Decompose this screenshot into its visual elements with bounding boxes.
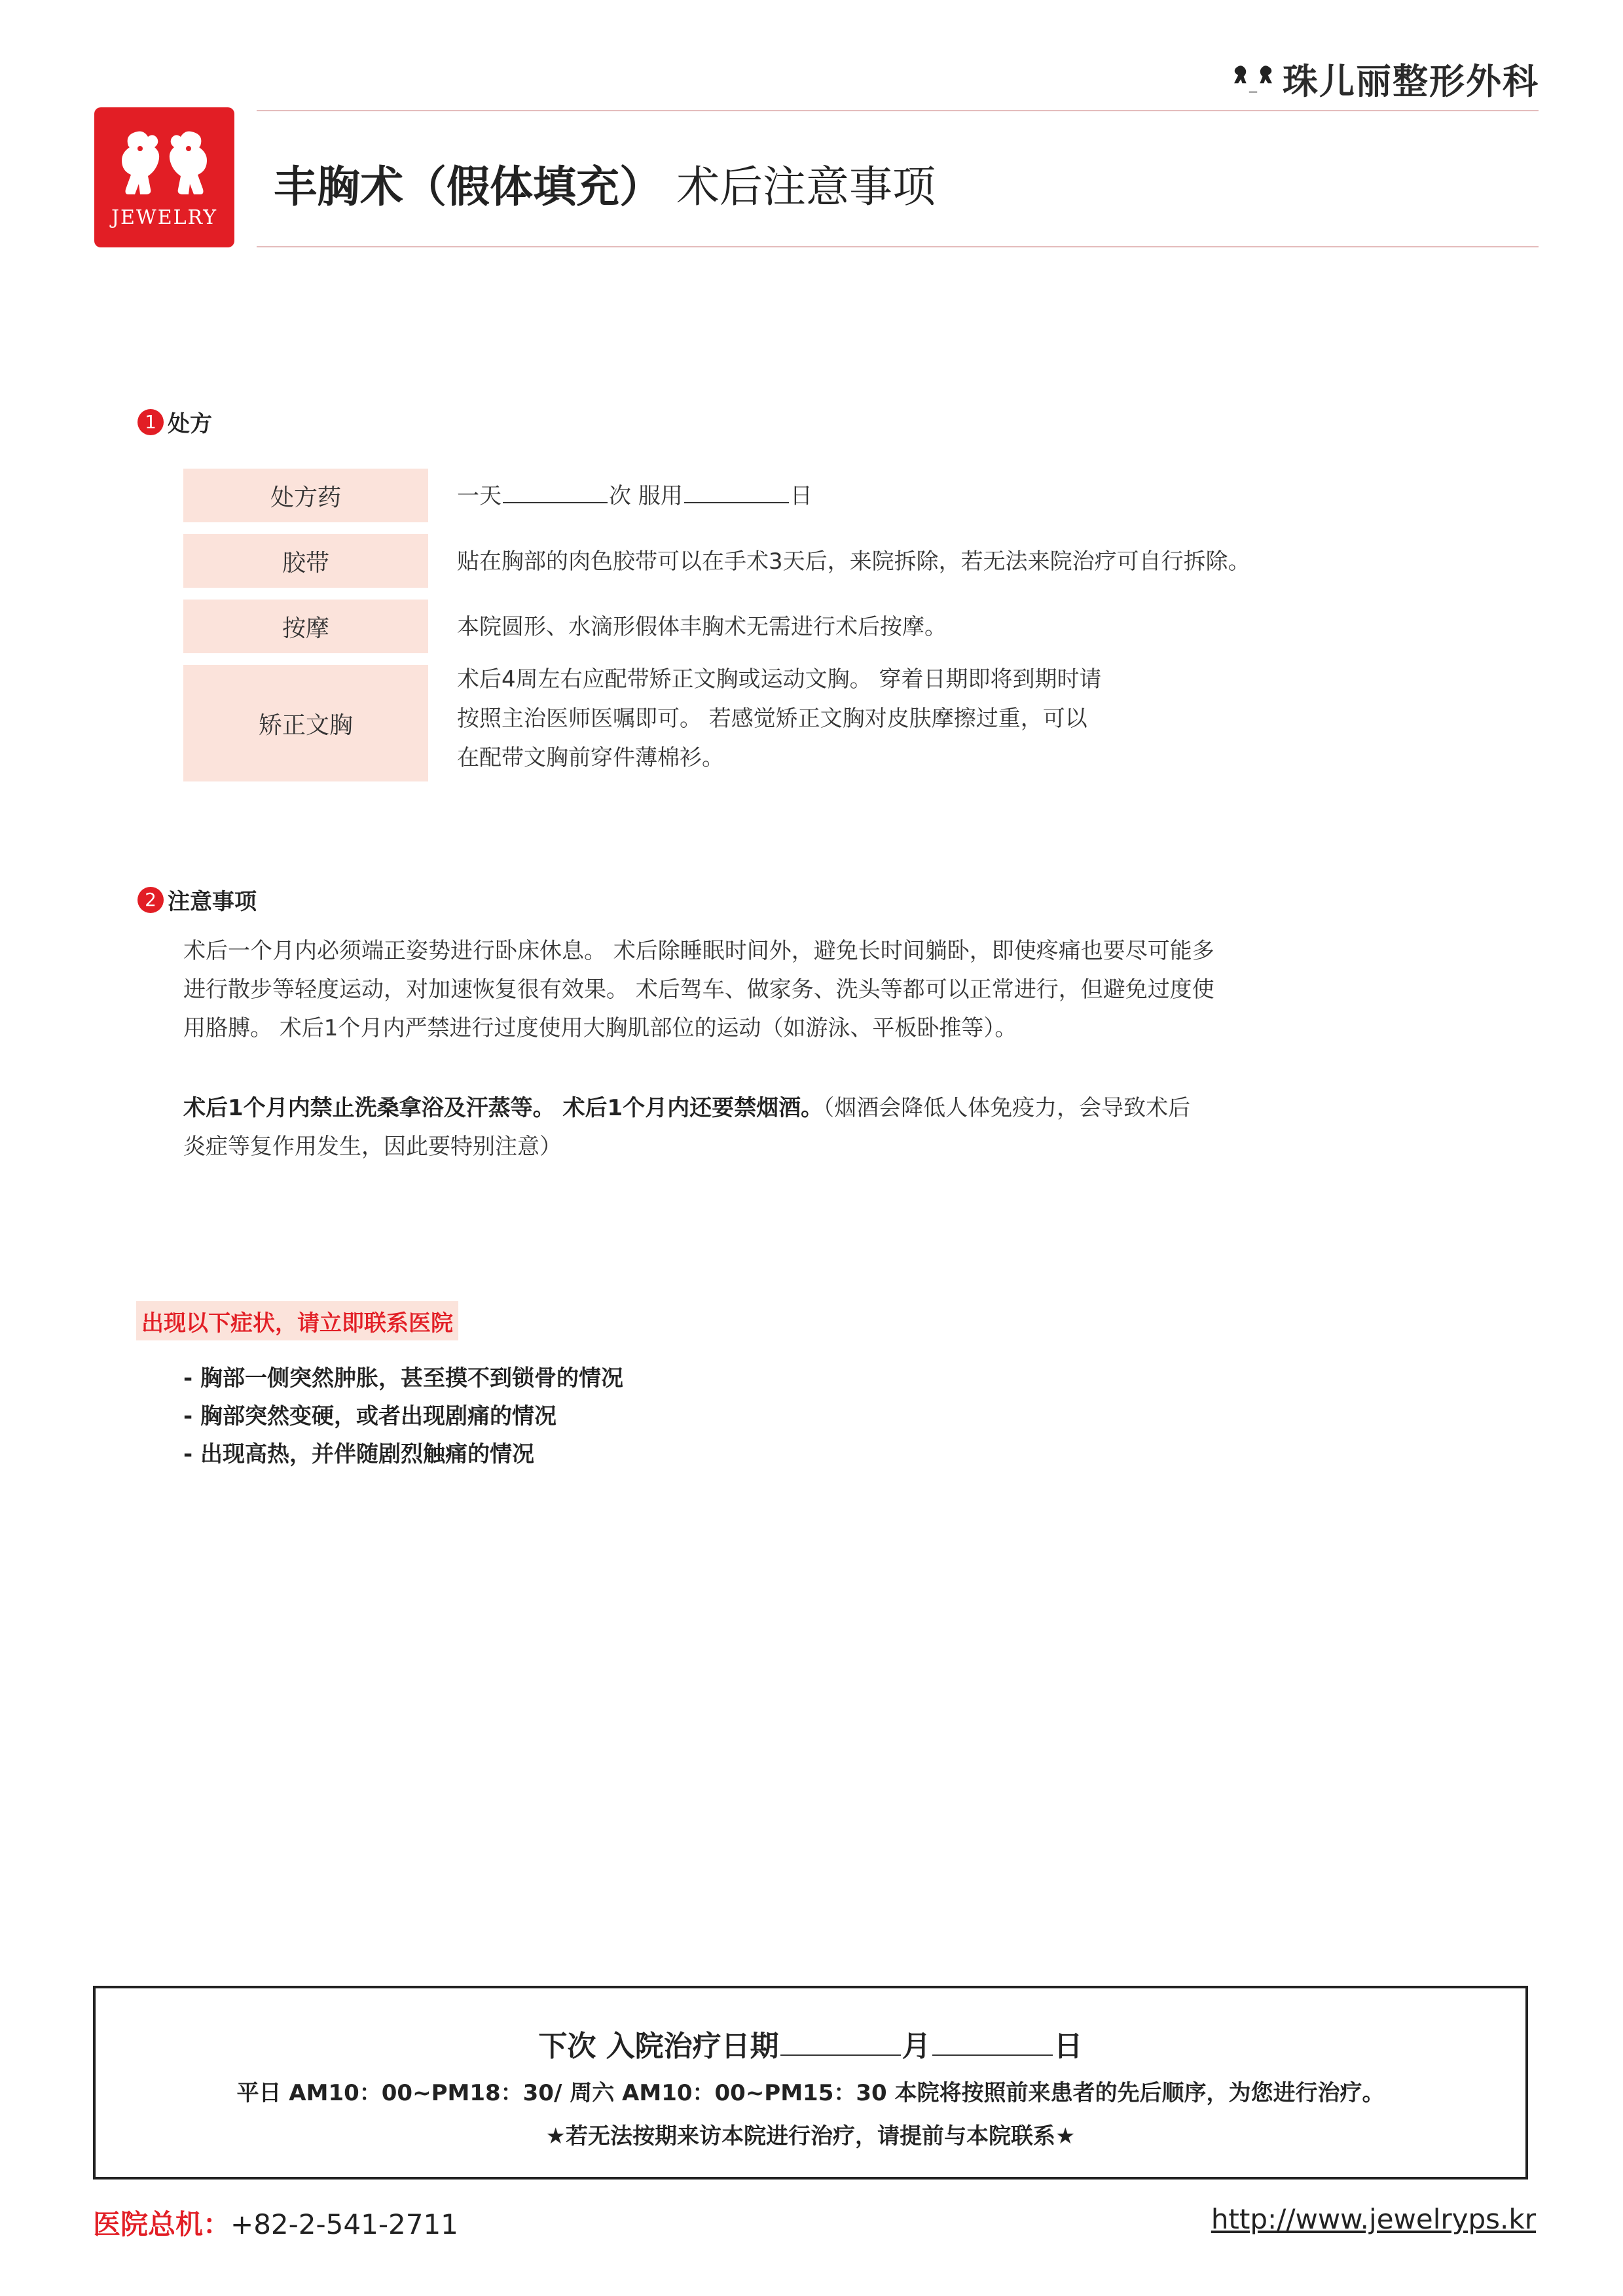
rx-value-tape: 贴在胸部的肉色胶带可以在手术3天后，来院拆除，若无法来院治疗可自行拆除。: [457, 548, 1250, 575]
dose-days-blank[interactable]: [684, 480, 789, 503]
header-divider-bottom: [257, 246, 1539, 247]
title-bold: 丰胸术（假体填充）: [274, 162, 663, 212]
logo-word: JEWELRY: [111, 206, 218, 229]
contact-note: ★若无法按期来访本院进行治疗，请提前与本院联系★: [545, 2123, 1076, 2149]
rx-value-massage: 本院圆形、水滴形假体丰胸术无需进行术后按摩。: [457, 614, 947, 640]
warning-item: - 胸部一侧突然肿胀，甚至摸不到锁骨的情况: [183, 1365, 623, 1391]
hospital-phone: [93, 2203, 458, 2242]
rx-label-massage: 按摩: [183, 600, 428, 653]
rx-label-tape: 胶带: [183, 534, 428, 588]
section-prescription-header: [137, 406, 212, 438]
day-blank[interactable]: [932, 2028, 1053, 2056]
section-title: 注意事项: [168, 889, 257, 915]
notes-line: 进行散步等轻度运动，对加速恢复很有效果。 术后驾车、做家务、洗头等都可以正常进行，但避免过度使: [183, 977, 1214, 1003]
dose-suffix: 日: [790, 483, 812, 509]
dose-times-blank[interactable]: [503, 480, 608, 503]
rx-value-bra-line: 术后4周左右应配带矫正文胸或运动文胸。 穿着日期即将到期时请: [457, 666, 1102, 692]
month-blank[interactable]: [780, 2028, 901, 2056]
rx-value-bra-line: 按照主治医师医嘱即可。 若感觉矫正文胸对皮肤摩擦过重，可以: [457, 706, 1087, 732]
warning-item: - 出现高热，并伴随剧烈触痛的情况: [183, 1441, 534, 1467]
next-visit-line: [96, 2022, 1525, 2064]
brand-name: 珠儿丽整形外科: [1283, 61, 1539, 102]
dose-prefix: 一天: [457, 483, 501, 509]
hospital-logo: [94, 107, 234, 247]
section-number-badge: 1: [137, 409, 164, 435]
rx-label-bra: 矫正文胸: [183, 665, 428, 781]
notes-line: 术后一个月内必须端正姿势进行卧床休息。 术后除睡眠时间外，避免长时间躺卧，即使疼痛也要尽可能多: [183, 938, 1214, 964]
notes-normal: （烟酒会降低人体免疫力，会导致术后: [823, 1095, 1191, 1121]
section-notes-header: [137, 884, 257, 916]
rx-value-bra: [457, 660, 1101, 778]
warning-item: - 胸部突然变硬，或者出现剧痛的情况: [183, 1403, 556, 1429]
day-label: 日: [1053, 2030, 1083, 2063]
phone-label: 医院总机：: [93, 2208, 231, 2240]
section-title: 处方: [168, 411, 212, 437]
notes-bold: 术后1个月内禁止洗桑拿浴及汗蒸等。 术后1个月内还要禁烟酒。: [183, 1095, 824, 1121]
next-visit-label: 下次 入院治疗日期: [538, 2030, 779, 2063]
warning-title: 出现以下症状，请立即联系医院: [136, 1301, 458, 1340]
header-divider-top: [257, 110, 1539, 111]
website-link[interactable]: http://www.jewelryps.kr: [1211, 2203, 1536, 2235]
section-number-badge: 2: [137, 887, 164, 913]
notes-line: 用胳膊。 术后1个月内严禁进行过度使用大胸肌部位的运动（如游泳、平板卧推等）。: [183, 1015, 1017, 1041]
opening-hours: 平日 AM10：00~PM18：30/ 周六 AM10：00~PM15：30 本院将按照前来患者的先后顺序，为您进行治疗。: [236, 2080, 1385, 2106]
lion-logo-icon: [115, 126, 213, 205]
notes-paragraph-1: [183, 932, 1336, 1048]
notes-line: 炎症等复作用发生，因此要特别注意）: [183, 1134, 562, 1160]
rx-value-bra-line: 在配带文胸前穿件薄棉衫。: [457, 745, 724, 771]
rx-value-medicine: [457, 476, 812, 516]
dose-middle: 次 服用: [609, 483, 683, 509]
notes-paragraph-2: [183, 1089, 1336, 1166]
phone-number[interactable]: +82-2-541-2711: [230, 2208, 458, 2240]
page-title: [274, 152, 936, 214]
next-visit-box: [93, 1986, 1528, 2179]
rx-label-medicine: 处方药: [183, 469, 428, 522]
title-light: 术后注意事项: [663, 162, 936, 212]
month-label: 月: [902, 2030, 931, 2063]
brand-top: [1233, 54, 1539, 104]
brand-mark-icon: [1233, 59, 1273, 99]
